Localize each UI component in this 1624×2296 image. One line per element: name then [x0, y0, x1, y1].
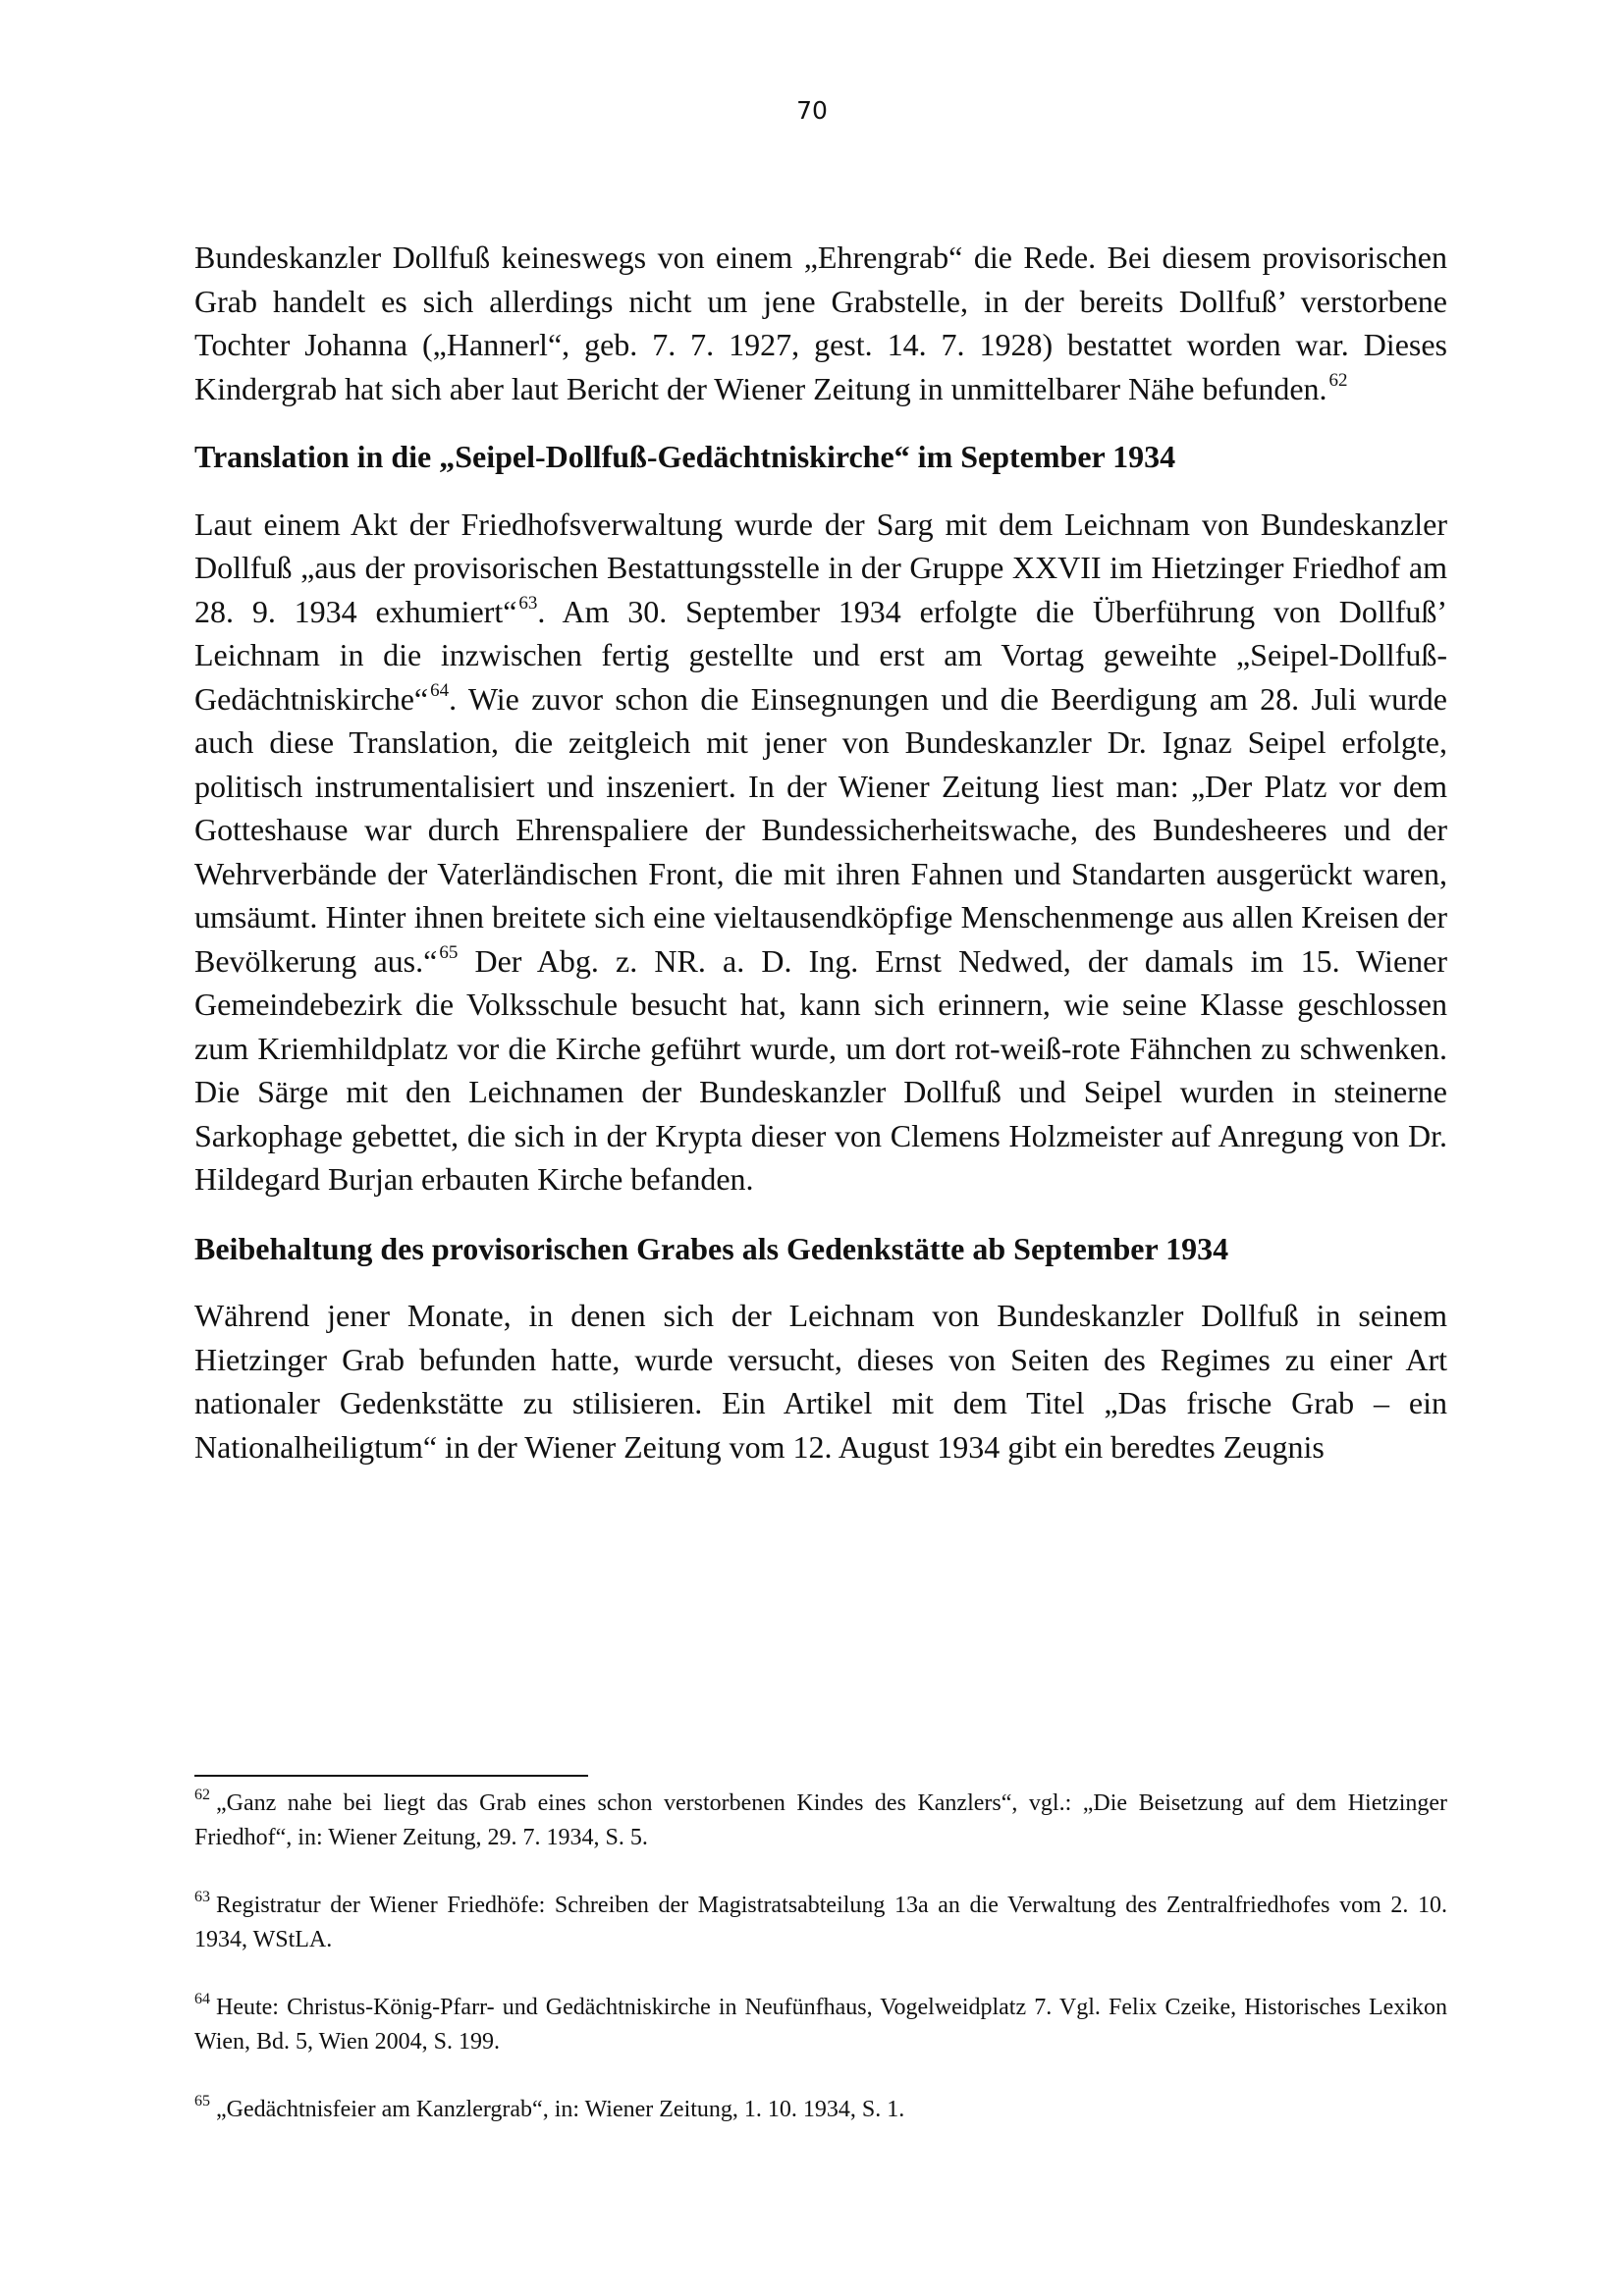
paragraph-text: . Am 30. September 1934 erfolgte die Überführung von Dollfuß’ Leichnam in die inzwischen fertig gestellte und erst am Vortag geweihte „Seipel-Dollfuß-Gedächtniskirche“ — [194, 593, 1448, 717]
paragraph — [194, 1294, 1447, 1468]
footnote-separator — [194, 1775, 588, 1777]
footnotes — [194, 1787, 1447, 2161]
paragraph-text: Laut einem Akt der Friedhofsverwaltung wurde der Sarg mit dem Leichnam von Bundeskanzler Dollfuß „aus der provisorischen Bestattungsstelle in der Gruppe XXVII im Hietzinger Friedhof am 28. 9. 1934 exhumiert“ — [194, 506, 1447, 629]
main-text — [194, 236, 1447, 1468]
footnote-number: 64 — [194, 1991, 210, 2007]
paragraph-text: Der Abg. z. NR. a. D. Ing. Ernst Nedwed, der damals im 15. Wiener Gemeindebezirk die Volksschule besucht hat, kann sich erinnern, wie seine Klasse geschlossen zum Kriemhildplatz vor die Kirche geführt wurde, um dort rot-weiß-rote Fähnchen zu schwenken. Die Särge mit den Leichnamen der Bundeskanzler Dollfuß und Seipel wurden in steinerne Sarkophage gebettet, die sich in der Krypta dieser von Clemens Holzmeister auf Anregung von Dr. Hildegard Burjan erbauten Kirche befanden. — [194, 942, 1448, 1197]
footnote-ref: 65 — [439, 941, 459, 963]
footnote — [194, 1889, 1447, 1957]
paragraph-text: Bundeskanzler Dollfuß keineswegs von einem „Ehrengrab“ die Rede. Bei diesem provisorischen Grab handelt es sich allerdings nicht um jene Grabstelle, in der bereits Dollfuß’ verstorbene Tochter Johanna („Hannerl“, geb. 7. 7. 1927, gest. 14. 7. 1928) bestattet worden war. Dieses Kindergrab hat sich aber laut Bericht der Wiener Zeitung in unmittelbarer Nähe befunden. — [194, 240, 1447, 406]
footnote-text: „Gedächtnisfeier am Kanzlergrab“, in: Wiener Zeitung, 1. 10. 1934, S. 1. — [216, 2097, 905, 2122]
footnote-ref: 63 — [518, 592, 538, 614]
footnote-number: 62 — [194, 1787, 210, 1803]
footnote-text: Heute: Christus-König-Pfarr- und Gedächtniskirche in Neufünfhaus, Vogelweidplatz 7. Vgl. Felix Czeike, Historisches Lexikon Wien, Bd. 5, Wien 2004, S. 199. — [194, 1995, 1447, 2055]
footnote — [194, 2093, 1447, 2127]
footnote-ref: 64 — [430, 679, 450, 701]
paragraph — [194, 503, 1447, 1201]
paragraph-text: . Wie zuvor schon die Einsegnungen und die Beerdigung am 28. Juli wurde auch diese Translation, die zeitgleich mit jener von Bundeskanzler Dr. Ignaz Seipel erfolgte, politisch instrumentalisiert und inszeniert. In der Wiener Zeitung liest man: „Der Platz vor dem Gotteshause war durch Ehrenspaliere der Bundessicherheitswache, des Bundesheeres und der Wehrverbände der Vaterländischen Front, die mit ihren Fahnen und Standarten ausgerückt waren, umsäumt. Hinter ihnen breitete sich eine vieltausendköpfige Menschenmenge aus allen Kreisen der Bevölkerung aus.“ — [194, 680, 1447, 979]
footnote-text: „Ganz nahe bei liegt das Grab eines schon verstorbenen Kindes des Kanzlers“, vgl.: „Die Beisetzung auf dem Hietzinger Friedhof“, in: Wiener Zeitung, 29. 7. 1934, S. 5. — [194, 1790, 1447, 1850]
paragraph — [194, 236, 1447, 410]
section-heading: Beibehaltung des provisorischen Grabes als Gedenkstätte ab September 1934 — [194, 1230, 1229, 1266]
footnote-number: 65 — [194, 2093, 210, 2109]
footnote — [194, 1991, 1447, 2059]
page-number: 70 — [796, 96, 828, 125]
footnote — [194, 1787, 1447, 1855]
footnote-text: Registratur der Wiener Friedhöfe: Schreiben der Magistratsabteilung 13a an die Verwaltung des Zentralfriedhofes vom 2. 10. 1934, WStLA. — [194, 1893, 1447, 1952]
footnote-number: 63 — [194, 1889, 210, 1905]
paragraph-text: Während jener Monate, in denen sich der Leichnam von Bundeskanzler Dollfuß in seinem Hietzinger Grab befunden hatte, wurde versucht, dieses von Seiten des Regimes zu einer Art nationaler Gedenkstätte zu stilisieren. Ein Artikel mit dem Titel „Das frische Grab – ein Nationalheiligtum“ in der Wiener Zeitung vom 12. August 1934 gibt ein beredtes Zeugnis — [194, 1298, 1447, 1465]
section-heading: Translation in die „Seipel-Dollfuß-Gedächtniskirche“ im September 1934 — [194, 439, 1176, 474]
footnote-ref: 62 — [1328, 369, 1348, 391]
